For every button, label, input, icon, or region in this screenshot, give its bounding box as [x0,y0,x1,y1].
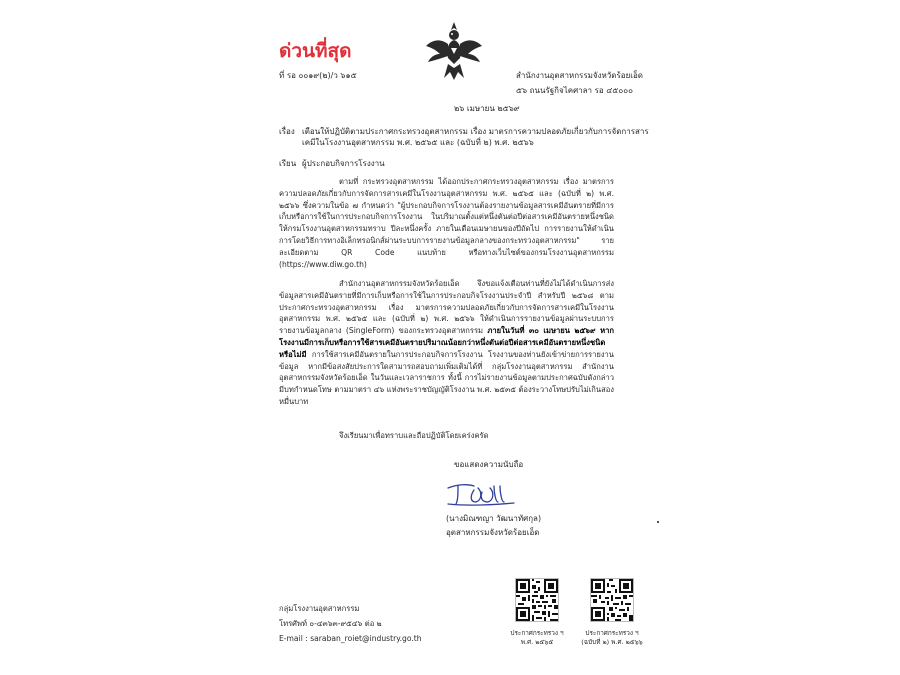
signer-title: อุตสาหกรรมจังหวัดร้อยเอ็ด [446,528,540,537]
paragraph-2-continued: การใช้สารเคมีอันตรายในการประกอบกิจการโรงงาน โรงงานของท่านยังเข้าข่ายการรายงานข้อมูล หากมีข้อสงสัยประการใดสามารถสอบถามเพิ่มเติมได้ที่ กลุ่มโรงงานอุตสาหกรรม สำนักงานอุตสาหกรรมจังหวัดร้อยเอ็ด ในวันและเวลาราชการ ทั้งนี้ การไม่รายงานข้อมูลตามประกาศฉบับดังกล่าว มีบทกำหนดโทษ ตามมาตรา ๔๖ แห่งพระราชบัญญัติโรงงาน พ.ศ. ๒๕๓๕ ต้องระวางโทษปรับไม่เกินสองหมื่นบาท [279,349,614,406]
subject-label: เรื่อง [279,127,295,136]
urgent-label: ด่วนที่สุด [279,40,352,62]
signature-image [444,478,524,508]
document-date: ๒๖ เมษายน ๒๕๖๙ [454,104,520,113]
qr-code-announcement-2565 [515,578,559,622]
office-name: สำนักงานอุตสาหกรรมจังหวัดร้อยเอ็ด [516,71,643,80]
recipient-text: ผู้ประกอบกิจการโรงงาน [302,159,385,168]
office-address: ๕๖ ถนนรัฐกิจไคศาลา รอ ๔๕๐๐๐ [516,86,633,95]
qr-caption-2-line-1: ประกาศกระทรวง ฯ [585,629,639,637]
subject-text: เตือนให้ปฏิบัติตามประกาศกระทรวงอุตสาหกรรม เรื่อง มาตรการความปลอดภัยเกี่ยวกับการจัดการสารเคมีในโรงงานอุตสาหกรรม พ.ศ. ๒๕๖๕ และ (ฉบับที่ ๒) พ.ศ. ๒๕๖๖ [302,127,649,147]
signer-name: (นางมิณฑญา วัฒนาทัศกุล) [446,514,542,523]
deadline-emphasis: ภายในวันที่ ๓๐ เมษายน ๒๕๖๙ หากโรงงานมีการเก็บหรือการใช้สารเคมีอันตรายปริมาณน้อยกว่าหนึ่งตันต่อปีต่อสารเคมีอันตรายหนึ่งชนิด หรือไม่มี [279,326,614,359]
body-paragraph-2 [279,278,614,408]
footer-department: กลุ่มโรงงานอุตสาหกรรม [279,604,360,613]
reference-number: ที่ รอ ๐๐๑๙(๒)/ว ๖๑๕ [279,71,357,80]
qr-caption-2-line-2: (ฉบับที่ ๒) พ.ศ. ๒๕๖๖ [581,638,643,646]
footer-email: E-mail : saraban_roiet@industry.go.th [279,634,422,643]
garuda-emblem-icon [424,20,484,82]
qr-code-announcement-2566 [590,578,634,622]
qr-caption-1-line-1: ประกาศกระทรวง ฯ [510,629,564,637]
body-paragraph-1: ตามที่ กระทรวงอุตสาหกรรม ได้ออกประกาศกระทรวงอุตสาหกรรม เรื่อง มาตรการความปลอดภัยเกี่ยวกับการจัดการสารเคมีในโรงงานอุตสาหกรรม พ.ศ. ๒๕๖๕ และ (ฉบับที่ ๒) พ.ศ. ๒๕๖๖ ซึ่งความในข้อ ๗ กำหนดว่า "ผู้ประกอบกิจการโรงงานต้องรายงานข้อมูลสารเคมีอันตรายที่มีการเก็บหรือการใช้ในการประกอบกิจการโรงงาน ในปริมาณตั้งแต่หนึ่งตันต่อปีต่อสารเคมีอันตรายหนึ่งชนิดให้กรมโรงงานอุตสาหกรรมทราบ ปีละหนึ่งครั้ง ภายในเดือนเมษายนของปีถัดไป การรายงานให้ดำเนินการโดยวิธีการทางอิเล็กทรอนิกส์ผ่านระบบการรายงานข้อมูลกลางของกระทรวงอุตสาหกรรม" รายละเอียดตาม QR Code แนบท้าย หรือทางเว็บไซต์ของกรมโรงงานอุตสาหกรรม (https://www.diw.go.th) [279,177,614,269]
footer-phone: โทรศัพท์ ๐-๔๓๖๓-๙๕๔๖ ต่อ ๒ [279,619,382,628]
body-paragraph-3: จึงเรียนมาเพื่อทราบและถือปฏิบัติโดยเคร่งครัด [339,431,489,440]
recipient-label: เรียน [279,159,297,168]
paragraph-2-text: สำนักงานอุตสาหกรรมจังหวัดร้อยเอ็ด จึงขอแจ้งเตือนท่านที่ยังไม่ได้ดำเนินการส่งข้อมูลสารเคมีอันตรายที่มีการเก็บหรือการใช้ในการประกอบกิจโรงงานประจำปี สำหรับปี ๒๕๖๘ ตามประกาศกระทรวงอุตสาหกรรม เรื่อง มาตรการความปลอดภัยเกี่ยวกับการจัดการสารเคมีในโรงงานอุตสาหกรรม พ.ศ. ๒๕๖๕ และ (ฉบับที่ ๒) พ.ศ. ๒๕๖๖ ให้ดำเนินการรายงานข้อมูลผ่านระบบการรายงานข้อมูลกลาง (SingleForm) ของกระทรวงอุตสาหกรรม [279,279,614,336]
closing-salutation: ขอแสดงความนับถือ [454,460,524,469]
qr-caption-2 [567,629,657,647]
margin-mark [657,521,659,523]
qr-caption-1-line-2: พ.ศ. ๒๕๖๕ [520,638,554,646]
